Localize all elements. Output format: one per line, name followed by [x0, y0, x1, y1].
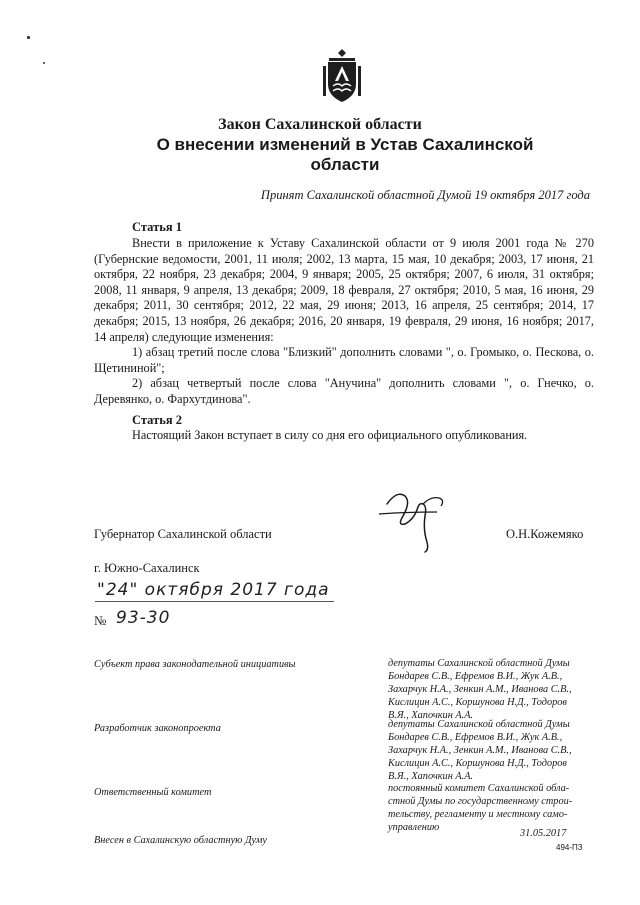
metadata-label: Субъект права законодательной инициативы	[94, 659, 296, 670]
metadata-line: Кислицин А.С., Коршунова Н.Д., Тодоров	[388, 758, 567, 769]
metadata-line: управлению	[388, 822, 440, 833]
law-subject-title: О внесении изменений в Устав Сахалинской области	[156, 135, 534, 174]
metadata-label: Ответственный комитет	[94, 787, 212, 798]
scan-speck	[27, 36, 30, 39]
metadata-line: тельству, регламенту и местному само-	[388, 809, 568, 820]
coat-of-arms-icon	[322, 48, 362, 104]
metadata-line: Захарчук Н.А., Зенкин А.М., Иванова С.В.,	[388, 745, 572, 756]
article-1-body	[94, 236, 594, 408]
article-2-body	[94, 428, 594, 444]
metadata-line: депутаты Сахалинской областной Думы	[388, 719, 570, 730]
article-1-paragraph: Внести в приложение к Уставу Сахалинской области от 9 июля 2001 года № 270 (Губернские ведомости, 2001, 11 июля; 2002, 13 марта, 15 мая, 10 декабря; 2003, 17 июня, 21 октября, 22 ноября, 23 декабря; 2004, 9 января; 2005, 25 октября; 2007, 6 июля, 31 октября; 2008, 11 января, 9 апреля, 13 декабря; 2009, 18 февраля, 27 октября; 2010, 5 мая, 16 июня, 29 декабря; 2011, 30 сентября; 2012, 22 мая, 29 июня; 2013, 16 апреля, 25 сентября; 2014, 17 декабря; 2015, 13 ноября, 26 декабря; 2016, 20 января, 19 февраля, 29 июня, 16 ноября; 2017, 14 апреля) следующие изменения:	[94, 236, 594, 344]
metadata-value	[388, 718, 596, 783]
article-1-paragraph: 1) абзац третий после слова "Близкий" дополнить словами ", о. Громыко, о. Пескова, о. Щетининой";	[94, 345, 594, 375]
metadata-line: Бондарев С.В., Ефремов В.И., Жук А.В.,	[388, 732, 563, 743]
scan-speck	[43, 62, 45, 64]
metadata-line: постоянный комитет Сахалинской обла-	[388, 783, 570, 794]
city-name: г. Южно-Сахалинск	[94, 561, 200, 575]
metadata-line: Бондарев С.В., Ефремов В.И., Жук А.В.,	[388, 671, 563, 682]
metadata-line: стной Думы по государственному строи-	[388, 796, 573, 807]
article-1-paragraph: 2) абзац четвертый после слова "Анучина" дополнить словами ", о. Гнечко, о. Деревянко, о. Фархутдинова".	[94, 376, 594, 406]
handwritten-law-number: 93-30	[116, 608, 171, 628]
adoption-note: Принят Сахалинской областной Думой 19 октября 2017 года	[260, 188, 590, 202]
metadata-line: В.Я., Хапочкин А.А.	[388, 710, 474, 721]
metadata-line: депутаты Сахалинской областной Думы	[388, 658, 570, 669]
law-title: Закон Сахалинской области	[218, 116, 422, 133]
metadata-line: Захарчук Н.А., Зенкин А.М., Иванова С.В.,	[388, 684, 572, 695]
article-2-heading: Статья 2	[132, 413, 182, 427]
article-1-heading: Статья 1	[132, 220, 182, 234]
metadata-label: Внесен в Сахалинскую областную Думу	[94, 835, 267, 846]
handwritten-signature-icon	[375, 482, 455, 554]
governor-title: Губернатор Сахалинской области	[94, 527, 272, 541]
metadata-value	[388, 657, 596, 722]
law-number-label: №	[94, 613, 107, 628]
governor-name: О.Н.Кожемяко	[506, 527, 584, 541]
page-code: 494-ПЗ	[556, 843, 583, 852]
metadata-label: Разработчик законопроекта	[94, 723, 221, 734]
article-2-paragraph: Настоящий Закон вступает в силу со дня его официального опубликования.	[132, 428, 528, 442]
metadata-line: Кислицин А.С., Коршунова Н.Д., Тодоров	[388, 697, 567, 708]
handwritten-date: "24" октября 2017 года	[95, 580, 334, 602]
submission-date: 31.05.2017	[520, 828, 567, 839]
metadata-value	[388, 782, 596, 834]
metadata-line: В.Я., Хапочкин А.А.	[388, 771, 474, 782]
